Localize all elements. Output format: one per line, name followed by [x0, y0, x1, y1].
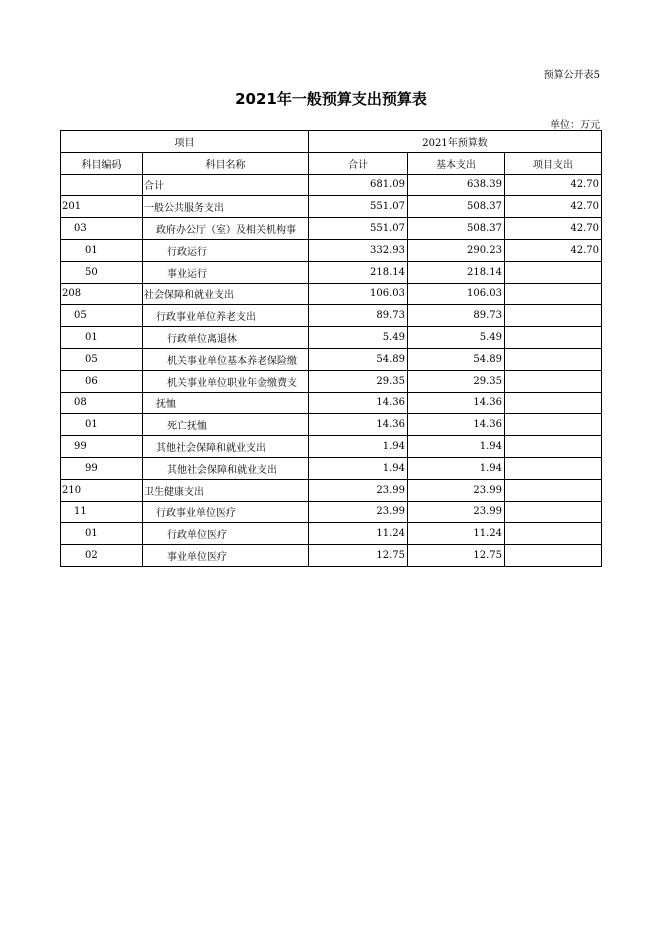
- row-code: 01: [61, 239, 143, 261]
- row-project: [505, 392, 602, 414]
- row-code: 50: [61, 261, 143, 283]
- budget-table: [60, 130, 602, 567]
- row-basic: 508.37: [408, 218, 505, 240]
- header-row-2: [61, 152, 602, 174]
- row-total: 14.36: [309, 392, 408, 414]
- table-row: [61, 392, 602, 414]
- row-project: [505, 479, 602, 501]
- row-total: 1.94: [309, 457, 408, 479]
- row-project: 42.70: [505, 218, 602, 240]
- header-name: 科目名称: [143, 152, 309, 174]
- row-name: 卫生健康支出: [143, 479, 309, 501]
- row-project: [505, 501, 602, 523]
- row-code: 99: [61, 457, 143, 479]
- row-code: 06: [61, 370, 143, 392]
- table-row: [61, 261, 602, 283]
- row-code: 02: [61, 545, 143, 567]
- row-total: 218.14: [309, 261, 408, 283]
- row-basic: 638.39: [408, 174, 505, 196]
- row-name: 死亡抚恤: [143, 414, 309, 436]
- table-row: [61, 305, 602, 327]
- table-row: [61, 436, 602, 458]
- row-basic: 23.99: [408, 479, 505, 501]
- table-row: [61, 196, 602, 218]
- row-name: 机关事业单位基本养老保险缴: [143, 348, 309, 370]
- unit-label: 单位：万元: [550, 120, 600, 131]
- row-name: 抚恤: [143, 392, 309, 414]
- table-row: [61, 218, 602, 240]
- row-name: 政府办公厅（室）及相关机构事: [143, 218, 309, 240]
- header-row-1: [61, 131, 602, 153]
- row-total: 11.24: [309, 523, 408, 545]
- table-row: [61, 545, 602, 567]
- row-basic: 218.14: [408, 261, 505, 283]
- row-name: 其他社会保障和就业支出: [143, 457, 309, 479]
- row-project: [505, 283, 602, 305]
- row-basic: 290.23: [408, 239, 505, 261]
- row-basic: 106.03: [408, 283, 505, 305]
- row-basic: 12.75: [408, 545, 505, 567]
- row-basic: 89.73: [408, 305, 505, 327]
- header-code: 科目编码: [61, 152, 143, 174]
- row-basic: 5.49: [408, 327, 505, 349]
- row-code: 05: [61, 305, 143, 327]
- row-name: 社会保障和就业支出: [143, 283, 309, 305]
- row-project: [505, 370, 602, 392]
- row-name: 事业运行: [143, 261, 309, 283]
- form-number: 预算公开表5: [543, 70, 600, 81]
- row-name: 机关事业单位职业年金缴费支: [143, 370, 309, 392]
- table-row: [61, 239, 602, 261]
- row-total: 5.49: [309, 327, 408, 349]
- table-row: [61, 457, 602, 479]
- row-code: 01: [61, 327, 143, 349]
- header-basic: 基本支出: [408, 152, 505, 174]
- header-item: 项目: [61, 131, 309, 153]
- row-name: 行政单位医疗: [143, 523, 309, 545]
- row-total: 681.09: [309, 174, 408, 196]
- row-code: 210: [61, 479, 143, 501]
- table-row: [61, 501, 602, 523]
- row-basic: 14.36: [408, 414, 505, 436]
- row-basic: 23.99: [408, 501, 505, 523]
- row-project: 42.70: [505, 196, 602, 218]
- row-total: 106.03: [309, 283, 408, 305]
- row-name: 行政单位离退休: [143, 327, 309, 349]
- row-basic: 29.35: [408, 370, 505, 392]
- row-project: 42.70: [505, 239, 602, 261]
- row-basic: 1.94: [408, 457, 505, 479]
- table-row: [61, 523, 602, 545]
- row-total: 12.75: [309, 545, 408, 567]
- row-project: [505, 523, 602, 545]
- table-row: [61, 174, 602, 196]
- row-project: [505, 436, 602, 458]
- table-row: [61, 370, 602, 392]
- row-code: 05: [61, 348, 143, 370]
- row-total: 1.94: [309, 436, 408, 458]
- row-code: 01: [61, 414, 143, 436]
- row-total: 54.89: [309, 348, 408, 370]
- row-code: 99: [61, 436, 143, 458]
- header-project: 项目支出: [505, 152, 602, 174]
- row-total: 23.99: [309, 501, 408, 523]
- row-code: 01: [61, 523, 143, 545]
- row-project: 42.70: [505, 174, 602, 196]
- row-basic: 508.37: [408, 196, 505, 218]
- row-code: 11: [61, 501, 143, 523]
- row-total: 89.73: [309, 305, 408, 327]
- row-total: 29.35: [309, 370, 408, 392]
- row-total: 14.36: [309, 414, 408, 436]
- table-row: [61, 283, 602, 305]
- row-basic: 1.94: [408, 436, 505, 458]
- row-basic: 14.36: [408, 392, 505, 414]
- row-code: [61, 174, 143, 196]
- table-row: [61, 414, 602, 436]
- row-code: 208: [61, 283, 143, 305]
- row-total: 23.99: [309, 479, 408, 501]
- row-project: [505, 261, 602, 283]
- row-name: 行政事业单位养老支出: [143, 305, 309, 327]
- row-basic: 54.89: [408, 348, 505, 370]
- row-basic: 11.24: [408, 523, 505, 545]
- row-name: 行政事业单位医疗: [143, 501, 309, 523]
- row-name: 其他社会保障和就业支出: [143, 436, 309, 458]
- row-project: [505, 545, 602, 567]
- row-code: 03: [61, 218, 143, 240]
- row-total: 332.93: [309, 239, 408, 261]
- table-row: [61, 348, 602, 370]
- row-project: [505, 348, 602, 370]
- row-code: 08: [61, 392, 143, 414]
- row-name: 一般公共服务支出: [143, 196, 309, 218]
- row-total: 551.07: [309, 218, 408, 240]
- header-total: 合计: [309, 152, 408, 174]
- row-project: [505, 327, 602, 349]
- row-project: [505, 414, 602, 436]
- table-row: [61, 327, 602, 349]
- row-name: 合计: [143, 174, 309, 196]
- row-project: [505, 457, 602, 479]
- row-code: 201: [61, 196, 143, 218]
- header-budget: 2021年预算数: [309, 131, 602, 153]
- page-title: 2021年一般预算支出预算表: [235, 90, 427, 108]
- table-row: [61, 479, 602, 501]
- row-project: [505, 305, 602, 327]
- row-total: 551.07: [309, 196, 408, 218]
- row-name: 行政运行: [143, 239, 309, 261]
- row-name: 事业单位医疗: [143, 545, 309, 567]
